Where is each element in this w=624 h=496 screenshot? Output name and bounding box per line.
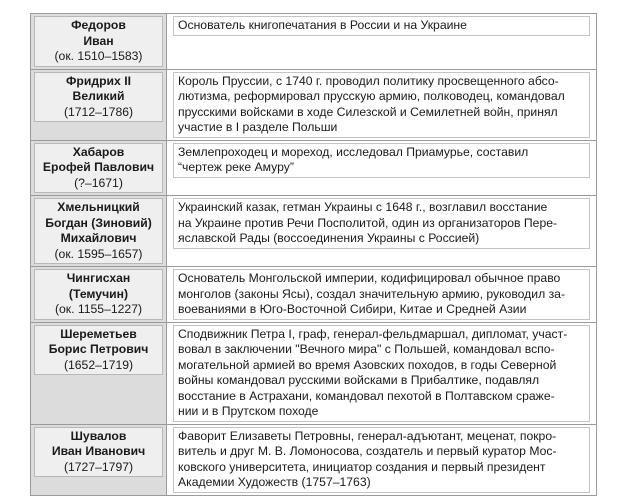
person-cell	[31, 69, 167, 140]
person-name-line: Михайлович	[60, 231, 137, 245]
person-dates: (ок. 1510–1583)	[54, 49, 143, 63]
description-line: прусскими войсками в ходе Силезской и Семилетней войн, принял	[178, 104, 558, 119]
person-name-line: (Темучин)	[68, 286, 129, 301]
person-dates: (1712–1786)	[63, 104, 134, 119]
person-dates: (1652–1719)	[63, 357, 134, 372]
person-name-line: Фридрих II	[66, 73, 131, 88]
description-line: могательной армией во время Азовских походов, в годы Северной	[178, 357, 557, 372]
description-line: воеваниями в Юго-Восточной Сибири, Китае и Средней Азии	[178, 302, 527, 316]
person-name-line: Великий	[72, 89, 125, 103]
description-line: монголов (законы Ясы), создал значительную армию, руководил за-	[178, 286, 566, 301]
description-line: войны командовал русскими войсками в Прибалтике, подавлял	[178, 373, 540, 387]
table-row	[31, 69, 597, 140]
person-dates: (ок. 1155–1227)	[54, 302, 143, 316]
description-line: яславской Рады (воссоединения Украины с Россией)	[178, 231, 480, 245]
description-line: Землепроходец и мореход, исследовал Приамурье, составил	[178, 144, 529, 159]
description-line: восстание в Астрахани, командовал пехотой в Полтавском сраже-	[178, 388, 555, 403]
person-cell	[31, 424, 167, 495]
table-row	[31, 424, 597, 495]
table-row	[31, 14, 597, 70]
person-cell	[31, 267, 167, 323]
description-line: Фаворит Елизаветы Петровны, генерал-адъютант, меценат, покро-	[178, 428, 557, 443]
description-line: на Украине против Речи Посполитой, один из организаторов Пере-	[178, 215, 558, 230]
person-dates: (1727–1797)	[63, 459, 134, 474]
description-cell	[167, 140, 597, 196]
description-cell	[167, 267, 597, 323]
person-dates: (?–1671)	[74, 175, 123, 190]
description-cell	[167, 322, 597, 424]
table-row	[31, 140, 597, 196]
historical-figures-table	[30, 13, 597, 496]
person-name-line: Чингисхан	[66, 271, 131, 285]
person-name-line: Иван	[83, 33, 114, 48]
description-line: Король Пруссии, с 1740 г. проводил политику просвещенного абсо-	[178, 73, 559, 88]
description-line: вовал в заключении "Вечного мира" с Польшей, командовал вспо-	[178, 342, 555, 356]
person-name-line: Федоров	[71, 18, 126, 32]
table-row	[31, 196, 597, 267]
description-line: Сподвижник Петра I, граф, генерал-фельдмаршал, дипломат, участ-	[178, 326, 568, 341]
person-cell	[31, 322, 167, 424]
person-name-line: Хабаров	[72, 144, 125, 159]
table-row	[31, 267, 597, 323]
person-name-line: Хмельницкий	[57, 200, 140, 214]
person-name-line: Шувалов	[70, 428, 127, 443]
description-line: Академии Художеств (1757–1763)	[178, 475, 371, 489]
person-name-line: Ерофей Павлович	[42, 160, 155, 174]
person-name-line: Шереметьев	[60, 326, 137, 341]
description-cell	[167, 69, 597, 140]
description-cell	[167, 424, 597, 495]
person-name-line: Богдан (Зиновий)	[45, 215, 152, 230]
person-cell	[31, 140, 167, 196]
description-line: “чертеж реке Амуру”	[178, 160, 294, 174]
figures-table-container	[30, 13, 597, 496]
description-line: нии и в Прутском походе	[178, 404, 319, 418]
description-line: Основатель книгопечатания в России и на Украине	[178, 18, 467, 32]
person-name-line: Иван Иванович	[51, 444, 146, 458]
description-line: ковского университета, инициатор создания и первый президент	[178, 459, 546, 474]
description-line: Украинский казак, гетман Украины с 1648 г., возглавил восстание	[178, 200, 548, 214]
description-cell	[167, 14, 597, 70]
person-dates: (ок. 1595–1657)	[54, 246, 143, 261]
person-name-line: Борис Петрович	[48, 342, 149, 356]
description-line: витель и друг М. В. Ломоносова, создатель и первый куратор Мос-	[178, 444, 557, 458]
description-line: участие в I разделе Польши	[178, 120, 338, 134]
person-cell	[31, 14, 167, 70]
description-line: лютизма, реформировал прусскую армию, полководец, командовал	[178, 89, 565, 103]
table-row	[31, 322, 597, 424]
description-line: Основатель Монгольской империи, кодифицировал обычное право	[178, 271, 561, 285]
description-cell	[167, 196, 597, 267]
person-cell	[31, 196, 167, 267]
